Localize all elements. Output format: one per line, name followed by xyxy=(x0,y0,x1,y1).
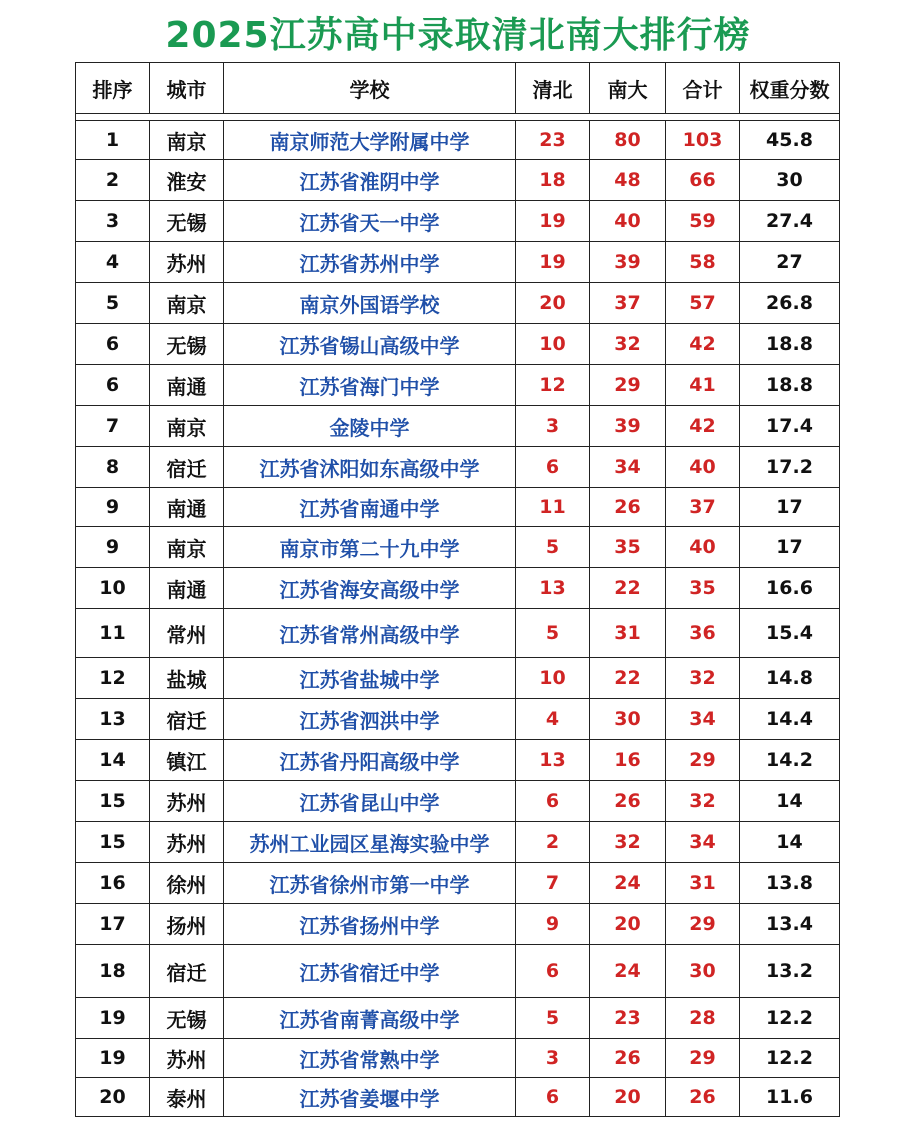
rank-cell: 9 xyxy=(76,527,150,568)
rank-cell: 14 xyxy=(76,740,150,781)
rank-cell: 13 xyxy=(76,699,150,740)
nanda-cell: 30 xyxy=(590,699,666,740)
school-cell: 江苏省锡山高级中学 xyxy=(224,324,516,365)
table-row xyxy=(76,365,840,406)
school-cell: 江苏省海安高级中学 xyxy=(224,568,516,609)
rank-cell: 6 xyxy=(76,324,150,365)
table-row xyxy=(76,658,840,699)
table-row xyxy=(76,904,840,945)
rank-cell: 9 xyxy=(76,488,150,527)
score-cell: 30 xyxy=(740,160,840,201)
city-cell: 淮安 xyxy=(150,160,224,201)
score-cell: 14 xyxy=(740,822,840,863)
table-row xyxy=(76,283,840,324)
total-cell: 29 xyxy=(666,740,740,781)
city-cell: 南京 xyxy=(150,527,224,568)
school-cell: 江苏省常州高级中学 xyxy=(224,609,516,658)
total-cell: 66 xyxy=(666,160,740,201)
city-cell: 南京 xyxy=(150,283,224,324)
total-cell: 32 xyxy=(666,781,740,822)
nanda-cell: 80 xyxy=(590,121,666,160)
table-row xyxy=(76,201,840,242)
nanda-cell: 39 xyxy=(590,406,666,447)
total-cell: 103 xyxy=(666,121,740,160)
school-cell: 江苏省海门中学 xyxy=(224,365,516,406)
score-cell: 17 xyxy=(740,527,840,568)
rank-cell: 2 xyxy=(76,160,150,201)
rank-cell: 19 xyxy=(76,998,150,1039)
score-cell: 14.2 xyxy=(740,740,840,781)
school-cell: 江苏省沭阳如东高级中学 xyxy=(224,447,516,488)
school-cell: 江苏省扬州中学 xyxy=(224,904,516,945)
table-body xyxy=(76,121,840,1117)
rank-cell: 10 xyxy=(76,568,150,609)
rank-cell: 15 xyxy=(76,822,150,863)
school-cell: 江苏省姜堰中学 xyxy=(224,1078,516,1117)
table-row xyxy=(76,242,840,283)
score-cell: 14.8 xyxy=(740,658,840,699)
school-cell: 江苏省徐州市第一中学 xyxy=(224,863,516,904)
school-cell: 江苏省南菁高级中学 xyxy=(224,998,516,1039)
qingbei-cell: 13 xyxy=(516,740,590,781)
score-cell: 13.2 xyxy=(740,945,840,998)
table-row xyxy=(76,1078,840,1117)
school-cell: 金陵中学 xyxy=(224,406,516,447)
qingbei-cell: 5 xyxy=(516,609,590,658)
total-cell: 57 xyxy=(666,283,740,324)
school-cell: 江苏省盐城中学 xyxy=(224,658,516,699)
nanda-cell: 24 xyxy=(590,945,666,998)
qingbei-cell: 10 xyxy=(516,324,590,365)
nanda-cell: 29 xyxy=(590,365,666,406)
header-row xyxy=(76,63,840,114)
city-cell: 苏州 xyxy=(150,1039,224,1078)
table-row xyxy=(76,160,840,201)
header-school: 学校 xyxy=(224,63,516,114)
header-city: 城市 xyxy=(150,63,224,114)
qingbei-cell: 5 xyxy=(516,527,590,568)
header-gap-cell xyxy=(76,114,840,121)
rank-cell: 6 xyxy=(76,365,150,406)
school-cell: 江苏省常熟中学 xyxy=(224,1039,516,1078)
header-nanda: 南大 xyxy=(590,63,666,114)
score-cell: 27 xyxy=(740,242,840,283)
city-cell: 南京 xyxy=(150,121,224,160)
total-cell: 34 xyxy=(666,822,740,863)
score-cell: 12.2 xyxy=(740,998,840,1039)
table-row xyxy=(76,1039,840,1078)
qingbei-cell: 13 xyxy=(516,568,590,609)
school-cell: 江苏省天一中学 xyxy=(224,201,516,242)
qingbei-cell: 6 xyxy=(516,781,590,822)
city-cell: 无锡 xyxy=(150,998,224,1039)
school-cell: 江苏省泗洪中学 xyxy=(224,699,516,740)
city-cell: 常州 xyxy=(150,609,224,658)
nanda-cell: 16 xyxy=(590,740,666,781)
total-cell: 35 xyxy=(666,568,740,609)
nanda-cell: 40 xyxy=(590,201,666,242)
rank-cell: 5 xyxy=(76,283,150,324)
table-row xyxy=(76,740,840,781)
city-cell: 盐城 xyxy=(150,658,224,699)
rank-cell: 17 xyxy=(76,904,150,945)
nanda-cell: 26 xyxy=(590,1039,666,1078)
city-cell: 宿迁 xyxy=(150,699,224,740)
qingbei-cell: 19 xyxy=(516,242,590,283)
school-cell: 江苏省苏州中学 xyxy=(224,242,516,283)
nanda-cell: 32 xyxy=(590,324,666,365)
school-cell: 南京市第二十九中学 xyxy=(224,527,516,568)
score-cell: 17.4 xyxy=(740,406,840,447)
table-row xyxy=(76,863,840,904)
nanda-cell: 48 xyxy=(590,160,666,201)
city-cell: 徐州 xyxy=(150,863,224,904)
qingbei-cell: 6 xyxy=(516,945,590,998)
school-cell: 江苏省宿迁中学 xyxy=(224,945,516,998)
total-cell: 59 xyxy=(666,201,740,242)
qingbei-cell: 3 xyxy=(516,1039,590,1078)
qingbei-cell: 3 xyxy=(516,406,590,447)
city-cell: 苏州 xyxy=(150,781,224,822)
nanda-cell: 26 xyxy=(590,781,666,822)
score-cell: 27.4 xyxy=(740,201,840,242)
total-cell: 31 xyxy=(666,863,740,904)
rank-cell: 18 xyxy=(76,945,150,998)
nanda-cell: 31 xyxy=(590,609,666,658)
score-cell: 12.2 xyxy=(740,1039,840,1078)
school-cell: 南京师范大学附属中学 xyxy=(224,121,516,160)
score-cell: 18.8 xyxy=(740,365,840,406)
nanda-cell: 20 xyxy=(590,904,666,945)
qingbei-cell: 19 xyxy=(516,201,590,242)
score-cell: 17 xyxy=(740,488,840,527)
score-cell: 14.4 xyxy=(740,699,840,740)
table-row xyxy=(76,406,840,447)
total-cell: 26 xyxy=(666,1078,740,1117)
score-cell: 17.2 xyxy=(740,447,840,488)
nanda-cell: 20 xyxy=(590,1078,666,1117)
qingbei-cell: 7 xyxy=(516,863,590,904)
city-cell: 南通 xyxy=(150,488,224,527)
nanda-cell: 35 xyxy=(590,527,666,568)
total-cell: 29 xyxy=(666,904,740,945)
nanda-cell: 32 xyxy=(590,822,666,863)
city-cell: 宿迁 xyxy=(150,945,224,998)
score-cell: 18.8 xyxy=(740,324,840,365)
score-cell: 13.4 xyxy=(740,904,840,945)
table-row xyxy=(76,998,840,1039)
table-row xyxy=(76,527,840,568)
qingbei-cell: 5 xyxy=(516,998,590,1039)
city-cell: 南通 xyxy=(150,568,224,609)
qingbei-cell: 12 xyxy=(516,365,590,406)
qingbei-cell: 18 xyxy=(516,160,590,201)
city-cell: 无锡 xyxy=(150,201,224,242)
total-cell: 37 xyxy=(666,488,740,527)
city-cell: 苏州 xyxy=(150,822,224,863)
nanda-cell: 26 xyxy=(590,488,666,527)
total-cell: 42 xyxy=(666,406,740,447)
total-cell: 36 xyxy=(666,609,740,658)
rank-cell: 7 xyxy=(76,406,150,447)
total-cell: 29 xyxy=(666,1039,740,1078)
score-cell: 11.6 xyxy=(740,1078,840,1117)
ranking-table xyxy=(75,62,840,1117)
total-cell: 40 xyxy=(666,527,740,568)
total-cell: 42 xyxy=(666,324,740,365)
rank-cell: 4 xyxy=(76,242,150,283)
score-cell: 14 xyxy=(740,781,840,822)
city-cell: 无锡 xyxy=(150,324,224,365)
score-cell: 26.8 xyxy=(740,283,840,324)
qingbei-cell: 11 xyxy=(516,488,590,527)
nanda-cell: 22 xyxy=(590,658,666,699)
header-total: 合计 xyxy=(666,63,740,114)
qingbei-cell: 4 xyxy=(516,699,590,740)
rank-cell: 15 xyxy=(76,781,150,822)
table-row xyxy=(76,822,840,863)
header-score: 权重分数 xyxy=(740,63,840,114)
table-row xyxy=(76,121,840,160)
qingbei-cell: 6 xyxy=(516,1078,590,1117)
rank-cell: 11 xyxy=(76,609,150,658)
qingbei-cell: 9 xyxy=(516,904,590,945)
school-cell: 苏州工业园区星海实验中学 xyxy=(224,822,516,863)
table-row xyxy=(76,568,840,609)
table-row xyxy=(76,488,840,527)
nanda-cell: 39 xyxy=(590,242,666,283)
city-cell: 苏州 xyxy=(150,242,224,283)
rank-cell: 12 xyxy=(76,658,150,699)
city-cell: 扬州 xyxy=(150,904,224,945)
header-gap xyxy=(76,114,840,121)
score-cell: 45.8 xyxy=(740,121,840,160)
total-cell: 40 xyxy=(666,447,740,488)
nanda-cell: 24 xyxy=(590,863,666,904)
total-cell: 30 xyxy=(666,945,740,998)
school-cell: 江苏省昆山中学 xyxy=(224,781,516,822)
school-cell: 南京外国语学校 xyxy=(224,283,516,324)
nanda-cell: 22 xyxy=(590,568,666,609)
total-cell: 41 xyxy=(666,365,740,406)
city-cell: 镇江 xyxy=(150,740,224,781)
qingbei-cell: 6 xyxy=(516,447,590,488)
table-row xyxy=(76,609,840,658)
nanda-cell: 34 xyxy=(590,447,666,488)
rank-cell: 16 xyxy=(76,863,150,904)
table-row xyxy=(76,699,840,740)
city-cell: 南通 xyxy=(150,365,224,406)
school-cell: 江苏省丹阳高级中学 xyxy=(224,740,516,781)
header-rank: 排序 xyxy=(76,63,150,114)
city-cell: 宿迁 xyxy=(150,447,224,488)
qingbei-cell: 10 xyxy=(516,658,590,699)
qingbei-cell: 20 xyxy=(516,283,590,324)
qingbei-cell: 23 xyxy=(516,121,590,160)
school-cell: 江苏省南通中学 xyxy=(224,488,516,527)
nanda-cell: 23 xyxy=(590,998,666,1039)
total-cell: 28 xyxy=(666,998,740,1039)
header-qingbei: 清北 xyxy=(516,63,590,114)
rank-cell: 20 xyxy=(76,1078,150,1117)
school-cell: 江苏省淮阴中学 xyxy=(224,160,516,201)
table-row xyxy=(76,945,840,998)
nanda-cell: 37 xyxy=(590,283,666,324)
rank-cell: 8 xyxy=(76,447,150,488)
qingbei-cell: 2 xyxy=(516,822,590,863)
score-cell: 16.6 xyxy=(740,568,840,609)
rank-cell: 3 xyxy=(76,201,150,242)
page-title: 2025江苏高中录取清北南大排行榜 xyxy=(165,15,751,56)
table-row xyxy=(76,447,840,488)
table-row xyxy=(76,324,840,365)
table-row xyxy=(76,781,840,822)
rank-cell: 1 xyxy=(76,121,150,160)
total-cell: 34 xyxy=(666,699,740,740)
city-cell: 泰州 xyxy=(150,1078,224,1117)
total-cell: 32 xyxy=(666,658,740,699)
rank-cell: 19 xyxy=(76,1039,150,1078)
score-cell: 15.4 xyxy=(740,609,840,658)
score-cell: 13.8 xyxy=(740,863,840,904)
total-cell: 58 xyxy=(666,242,740,283)
city-cell: 南京 xyxy=(150,406,224,447)
